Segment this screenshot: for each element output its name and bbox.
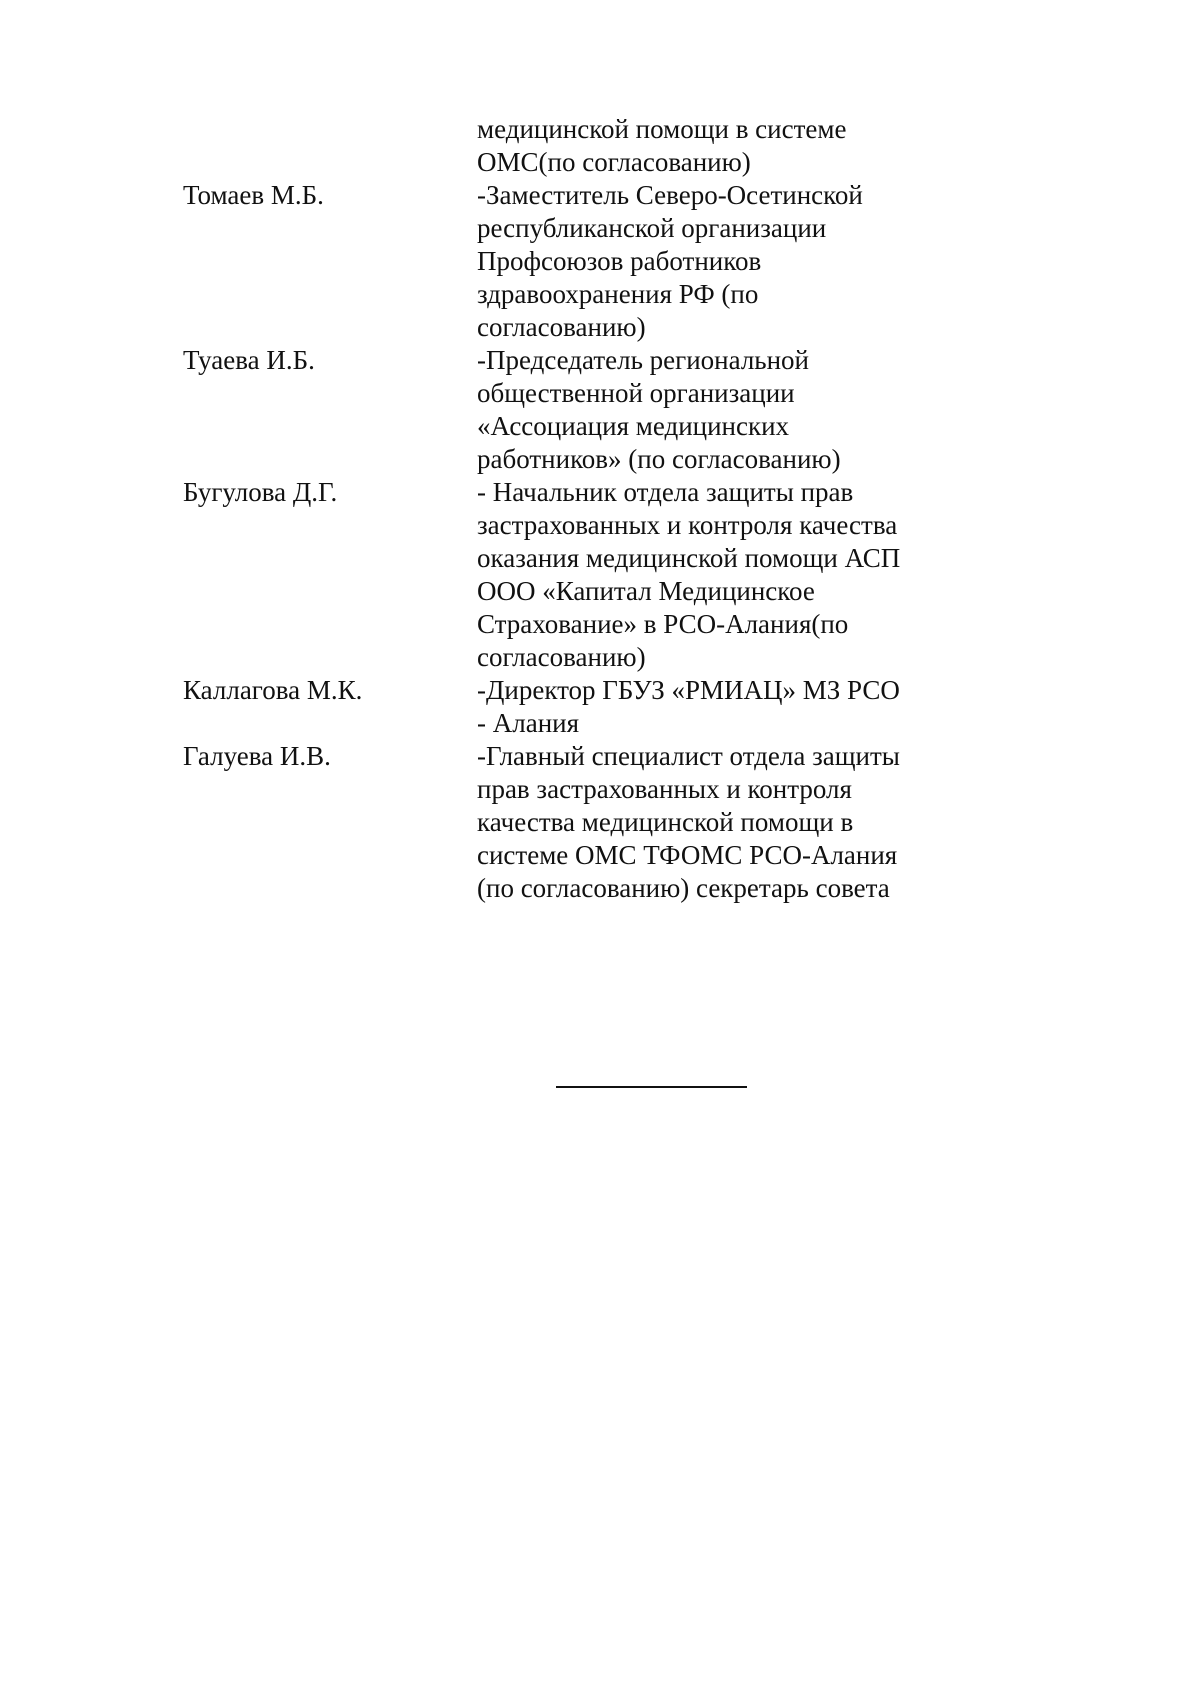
- member-row: [0, 113, 1200, 179]
- role-line: застрахованных и контроля качества: [477, 510, 898, 540]
- role-line: ООО «Капитал Медицинское: [477, 576, 815, 606]
- role-line: прав застрахованных и контроля: [477, 774, 852, 804]
- role-line: ОМС(по согласованию): [477, 147, 751, 177]
- role-line: республиканской организации: [477, 213, 827, 243]
- role-line: «Ассоциация медицинских: [477, 411, 790, 441]
- member-role: [465, 740, 945, 905]
- member-row: [0, 344, 1200, 476]
- member-role: [465, 476, 945, 674]
- role-line: согласованию): [477, 642, 646, 672]
- member-name: Бугулова Д.Г.: [183, 477, 338, 507]
- role-line: медицинской помощи в системе: [477, 114, 847, 144]
- role-line: (по согласованию) секретарь совета: [477, 873, 890, 903]
- role-line: -Председатель региональной: [477, 345, 810, 375]
- member-role: [465, 179, 945, 344]
- member-row: [0, 740, 1200, 905]
- role-line: здравоохранения РФ (по: [477, 279, 759, 309]
- member-name: Томаев М.Б.: [183, 180, 324, 210]
- member-row: [0, 179, 1200, 344]
- member-role: [465, 344, 945, 476]
- role-line: согласованию): [477, 312, 646, 342]
- role-line: -Главный специалист отдела защиты: [477, 741, 900, 771]
- role-line: работников» (по согласованию): [477, 444, 841, 474]
- role-line: -Директор ГБУЗ «РМИАЦ» МЗ РСО: [477, 675, 900, 705]
- role-line: общественной организации: [477, 378, 795, 408]
- member-row: [0, 674, 1200, 740]
- role-line: Страхование» в РСО-Алания(по: [477, 609, 849, 639]
- role-line: - Начальник отдела защиты прав: [477, 477, 854, 507]
- member-role: [465, 113, 945, 179]
- members-list: [0, 113, 1200, 905]
- role-line: качества медицинской помощи в: [477, 807, 854, 837]
- role-line: системе ОМС ТФОМС РСО-Алания: [477, 840, 898, 870]
- role-line: -Заместитель Северо-Осетинской: [477, 180, 863, 210]
- member-name: Каллагова М.К.: [183, 675, 363, 705]
- closing-divider-line: [556, 1086, 747, 1088]
- member-role: [465, 674, 945, 740]
- role-line: оказания медицинской помощи АСП: [477, 543, 901, 573]
- member-row: [0, 476, 1200, 674]
- member-name: Туаева И.Б.: [183, 345, 315, 375]
- role-line: Профсоюзов работников: [477, 246, 762, 276]
- member-name: Галуева И.В.: [183, 741, 331, 771]
- role-line: - Алания: [477, 708, 580, 738]
